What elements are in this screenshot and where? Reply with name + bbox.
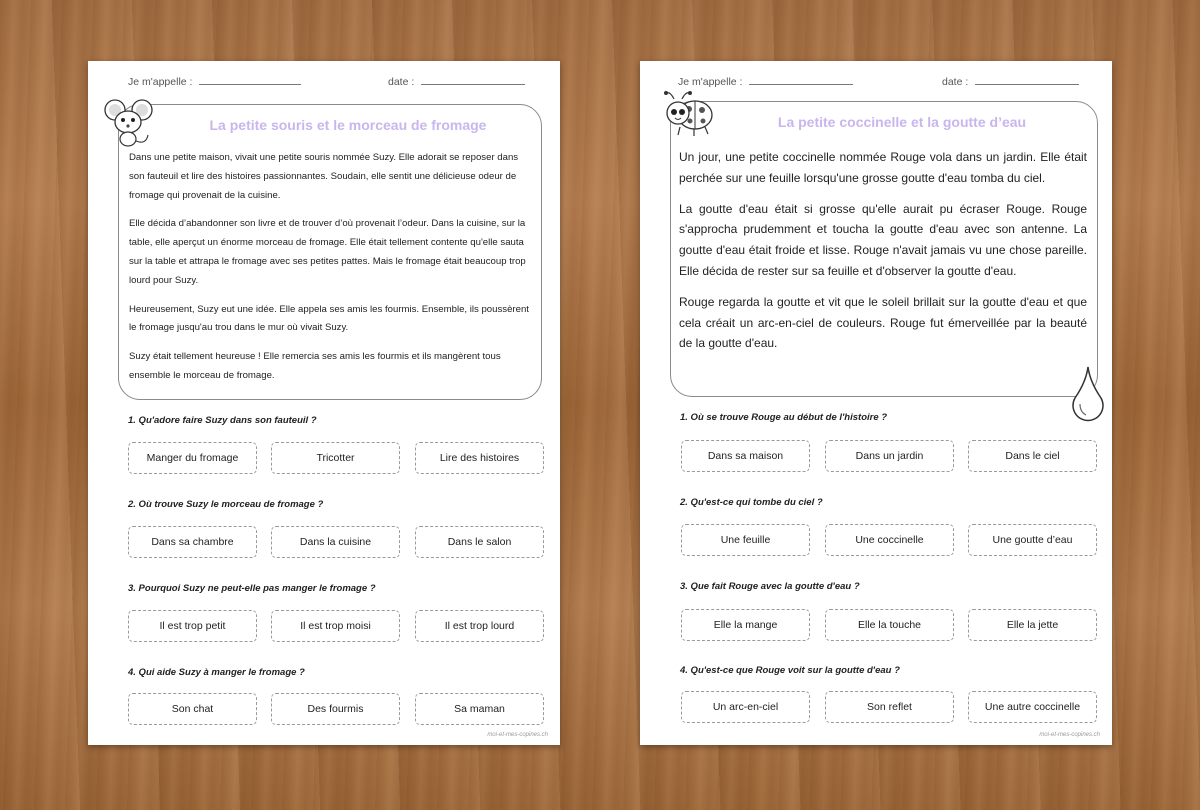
answer-option[interactable]: Un arc-en-ciel bbox=[681, 691, 810, 723]
answer-option[interactable]: Il est trop petit bbox=[128, 610, 257, 642]
answer-option[interactable]: Lire des histoires bbox=[415, 442, 544, 474]
name-label: Je m'appelle : bbox=[128, 76, 193, 88]
date-line[interactable] bbox=[975, 75, 1079, 85]
mouse-icon bbox=[102, 97, 156, 147]
story-paragraph: Rouge regarda la goutte et vit que le soleil brillait sur la goutte d'eau et que cela créait un arc-en-ciel de couleurs. Rouge fut émerveillée par la beauté de la goutte d'eau. bbox=[679, 294, 1087, 351]
answer-option[interactable]: Elle la touche bbox=[825, 609, 954, 641]
story-paragraph: Heureusement, Suzy eut une idée. Elle appela ses amis les fourmis. Ensemble, ils poussèrent le fromage jusqu'au trou dans le mur où vivait Suzy. bbox=[129, 303, 529, 334]
question-1: 1. Qu'adore faire Suzy dans son fauteuil ? bbox=[128, 415, 317, 426]
date-line[interactable] bbox=[421, 75, 525, 85]
question-3: 3. Que fait Rouge avec la goutte d'eau ? bbox=[680, 581, 860, 592]
water-drop-icon bbox=[1068, 364, 1108, 424]
name-line[interactable] bbox=[199, 75, 301, 85]
answer-option[interactable]: Sa maman bbox=[415, 693, 544, 725]
name-field-row bbox=[128, 75, 301, 88]
worksheet-ladybug bbox=[640, 61, 1112, 745]
story-title: La petite coccinelle et la goutte d’eau bbox=[777, 114, 1027, 130]
answer-option[interactable]: Dans la cuisine bbox=[271, 526, 400, 558]
story-paragraph: Un jour, une petite coccinelle nommée Rouge vola dans un jardin. Elle était perchée sur une feuille lorsqu'une grosse goutte d'eau tomba du ciel. bbox=[679, 150, 1087, 185]
question-2: 2. Qu'est-ce qui tombe du ciel ? bbox=[680, 497, 823, 508]
worksheet-mouse bbox=[88, 61, 560, 745]
story-title: La petite souris et le morceau de fromage bbox=[209, 117, 487, 133]
question-1: 1. Où se trouve Rouge au début de l'histoire ? bbox=[680, 412, 888, 423]
answer-option[interactable]: Tricotter bbox=[271, 442, 400, 474]
question-4: 4. Qui aide Suzy à manger le fromage ? bbox=[128, 667, 305, 678]
name-label: Je m'appelle : bbox=[678, 76, 743, 88]
story-paragraph: La goutte d'eau était si grosse qu'elle aurait pu écraser Rouge. Rouge s'approcha prudemment et toucha la goutte d'eau avec son antenne. La goutte d'eau était froide et lisse. Rouge n'avait jamais vu une chose pareille. Elle décida de rester sur sa feuille et d'observer la goutte d'eau. bbox=[679, 201, 1087, 278]
answer-option[interactable]: Une coccinelle bbox=[825, 524, 954, 556]
name-field-row bbox=[678, 75, 853, 88]
name-line[interactable] bbox=[749, 75, 853, 85]
footer-credit: moi-et-mes-copines.ch bbox=[1039, 732, 1100, 738]
answer-option[interactable]: Dans sa chambre bbox=[128, 526, 257, 558]
answer-option[interactable]: Son reflet bbox=[825, 691, 954, 723]
answer-option[interactable]: Dans le salon bbox=[415, 526, 544, 558]
answer-option[interactable]: Des fourmis bbox=[271, 693, 400, 725]
story-text bbox=[679, 147, 1087, 354]
answer-option[interactable]: Une autre coccinelle bbox=[968, 691, 1097, 723]
story-text bbox=[129, 149, 531, 386]
answer-option[interactable]: Dans sa maison bbox=[681, 440, 810, 472]
footer-credit: moi-et-mes-copines.ch bbox=[487, 732, 548, 738]
answer-option[interactable]: Il est trop lourd bbox=[415, 610, 544, 642]
question-2: 2. Où trouve Suzy le morceau de fromage ? bbox=[128, 499, 324, 510]
answer-option[interactable]: Manger du fromage bbox=[128, 442, 257, 474]
story-paragraph: Elle décida d’abandonner son livre et de trouver d’où provenait l’odeur. Dans la cuisine, sur la table, elle aperçut un énorme morceau de fromage. Elle était tellement contente qu'elle sauta sur la table et attrapa le fromage avec ses petites pattes. Mais le fromage était beaucoup trop lourd pour Suzy. bbox=[129, 218, 526, 286]
answer-option[interactable]: Dans un jardin bbox=[825, 440, 954, 472]
question-3: 3. Pourquoi Suzy ne peut-elle pas manger le fromage ? bbox=[128, 583, 376, 594]
story-box bbox=[118, 104, 542, 400]
ladybug-icon bbox=[660, 89, 716, 139]
answer-option[interactable]: Il est trop moisi bbox=[271, 610, 400, 642]
story-paragraph: Suzy était tellement heureuse ! Elle remercia ses amis les fourmis et ils mangèrent tous ensemble le morceau de fromage. bbox=[129, 351, 501, 381]
story-paragraph: Dans une petite maison, vivait une petite souris nommée Suzy. Elle adorait se reposer dans son fauteuil et lire des histoires passionnantes. Soudain, elle sentit une délicieuse odeur de fromage qui provenait de la cuisine. bbox=[129, 152, 519, 201]
answer-option[interactable]: Une feuille bbox=[681, 524, 810, 556]
question-4: 4. Qu'est-ce que Rouge voit sur la goutte d'eau ? bbox=[680, 665, 900, 676]
answer-option[interactable]: Dans le ciel bbox=[968, 440, 1097, 472]
answer-option[interactable]: Elle la mange bbox=[681, 609, 810, 641]
answer-option[interactable]: Elle la jette bbox=[968, 609, 1097, 641]
date-field-row bbox=[942, 75, 1079, 88]
story-box bbox=[670, 101, 1098, 397]
answer-option[interactable]: Son chat bbox=[128, 693, 257, 725]
date-label: date : bbox=[942, 76, 969, 88]
answer-option[interactable]: Une goutte d’eau bbox=[968, 524, 1097, 556]
date-field-row bbox=[388, 75, 525, 88]
date-label: date : bbox=[388, 76, 415, 88]
